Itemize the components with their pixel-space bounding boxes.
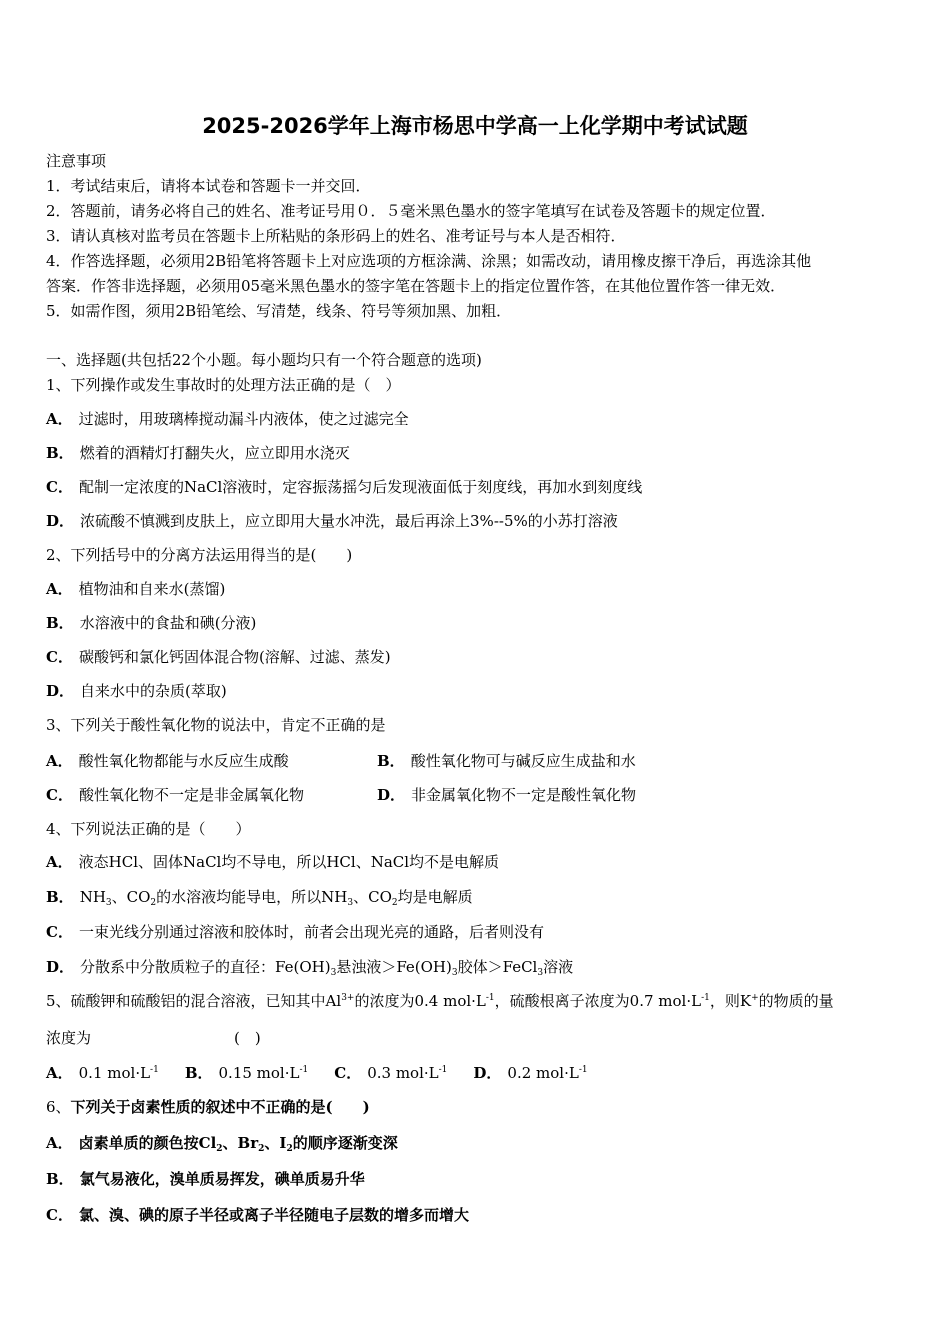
option-label: C． [46, 923, 73, 941]
question-3-option-d [377, 785, 636, 805]
option-label: D． [46, 682, 75, 700]
option-text [80, 958, 573, 976]
exam-title: 2025-2026学年上海市杨思中学高一上化学期中考试试题 [202, 114, 748, 138]
option-label: D． [46, 958, 75, 976]
text-part: 、I [264, 1134, 287, 1152]
question-2-stem: 2、下列括号中的分离方法运用得当的是( ) [46, 546, 353, 564]
text-part: 、CO [353, 888, 392, 906]
question-1-option-a [46, 409, 409, 429]
notice-item-1: 1．考试结束后，请将本试卷和答题卡一并交回． [46, 177, 371, 195]
option-text: 浓硫酸不慎溅到皮肤上，应立即用大量水冲洗，最后再涂上3%--5%的小苏打溶液 [80, 512, 618, 530]
text-part: 的浓度为0.4 mol·L [354, 992, 486, 1010]
option-text: 自来水中的杂质(萃取) [80, 682, 227, 700]
option-text: 酸性氧化物可与碱反应生成盐和水 [410, 752, 636, 770]
option-label: B． [377, 752, 405, 770]
question-2-option-d [46, 681, 227, 701]
question-2-option-c [46, 647, 391, 667]
question-3-option-a [46, 751, 289, 771]
option-text: 水溶液中的食盐和碘(分液) [79, 614, 257, 632]
subscript: 3 [537, 968, 544, 978]
notice-item-2: 2．答题前，请务必将自己的姓名、准考证号用０．５毫米黑色墨水的签字笔填写在试卷及答题卡的规定位置． [46, 202, 776, 220]
superscript: -1 [299, 1065, 309, 1075]
superscript: -1 [150, 1065, 159, 1075]
option-label: B． [46, 1170, 74, 1188]
subscript: 2 [216, 1144, 223, 1154]
option-text: 酸性氧化物都能与水反应生成酸 [78, 752, 289, 770]
question-4-option-d [46, 957, 573, 977]
option-label: A． [46, 1134, 73, 1152]
superscript: -1 [438, 1065, 448, 1075]
text-part: 的顺序逐渐变深 [292, 1134, 398, 1152]
text-part: 卤素单质的颜色按Cl [78, 1134, 217, 1152]
option-text [79, 1134, 398, 1152]
option-label: A． [46, 1064, 73, 1082]
option-label: B． [184, 1064, 213, 1082]
notice-item-4-cont: 答案．作答非选择题，必须用05毫米黑色墨水的签字笔在答题卡上的指定位置作答，在其他位置作答一律无效． [46, 277, 786, 295]
question-4-option-c [46, 922, 544, 942]
question-text: 下列关于卤素性质的叙述中不正确的是( ) [70, 1098, 370, 1116]
option-text: 氯、溴、碘的原子半径或离子半径随电子层数的增多而增大 [78, 1206, 469, 1224]
question-5-options [46, 1063, 588, 1083]
question-1-option-d [46, 511, 618, 531]
option-text: 0.1 mol·L [78, 1064, 151, 1082]
option-label: A． [46, 853, 73, 871]
question-4-stem: 4、下列说法正确的是（ ） [46, 820, 251, 838]
option-text: 酸性氧化物不一定是非金属氧化物 [78, 786, 304, 804]
option-label: A． [46, 752, 73, 770]
text-part: 溶液 [543, 958, 574, 976]
subscript: 2 [391, 898, 398, 908]
superscript: + [751, 993, 759, 1003]
text-part: 、Br [222, 1134, 259, 1152]
option-label: C． [46, 478, 73, 496]
answer-paren: ( ) [234, 1029, 261, 1047]
option-text: 非金属氧化物不一定是酸性氧化物 [411, 786, 637, 804]
question-2-option-b [46, 613, 256, 633]
option-text: 碳酸钙和氯化钙固体混合物(溶解、过滤、蒸发) [78, 648, 391, 666]
subscript: 3 [330, 968, 337, 978]
subscript: 2 [258, 1144, 265, 1154]
notice-item-3: 3．请认真核对监考员在答题卡上所粘贴的条形码上的姓名、准考证号与本人是否相符． [46, 227, 626, 245]
option-text: 0.3 mol·L [367, 1064, 439, 1082]
question-6-stem [46, 1097, 370, 1117]
text-part: ，硫酸根离子浓度为0.7 mol·L [494, 992, 702, 1010]
text-part: 的物质的量 [758, 992, 834, 1010]
question-6-option-c [46, 1205, 469, 1225]
question-number: 6、 [46, 1098, 71, 1116]
section-heading: 一、选择题(共包括22个小题。每小题均只有一个符合题意的选项) [46, 351, 482, 369]
option-text: 0.2 mol·L [507, 1064, 579, 1082]
subscript: 3 [347, 898, 354, 908]
question-1-option-c [46, 477, 642, 497]
text-part: 胶体＞FeCl [457, 958, 538, 976]
subscript: 3 [105, 898, 112, 908]
option-label: B． [46, 888, 74, 906]
text-part: ，则K [709, 992, 752, 1010]
option-label: D． [46, 512, 75, 530]
notice-item-5: 5．如需作图，须用2B铅笔绘、写清楚，线条、符号等须加黑、加粗． [46, 302, 512, 320]
question-1-option-b [46, 443, 350, 463]
question-4-option-b [46, 887, 473, 907]
superscript: 3+ [341, 993, 355, 1003]
question-1-stem: 1、下列操作或发生事故时的处理方法正确的是（ ） [46, 376, 401, 394]
question-6-option-a [46, 1133, 398, 1153]
question-2-option-a [46, 579, 225, 599]
superscript: -1 [701, 993, 710, 1003]
option-label: C． [46, 648, 73, 666]
question-3-option-b [377, 751, 636, 771]
option-label: D． [473, 1064, 502, 1082]
question-3-option-c [46, 785, 304, 805]
option-text: 燃着的酒精灯打翻失火，应立即用水浇灭 [79, 444, 350, 462]
option-label: C． [334, 1064, 362, 1082]
option-label: A． [46, 410, 73, 428]
option-text: 氯气易液化，溴单质易挥发，碘单质易升华 [79, 1170, 365, 1188]
question-5-stem [46, 991, 834, 1011]
option-label: B． [46, 614, 74, 632]
option-text: 过滤时，用玻璃棒搅动漏斗内液体，使之过滤完全 [78, 410, 409, 428]
option-label: C． [46, 786, 73, 804]
question-6-option-b [46, 1169, 365, 1189]
option-text: 配制一定浓度的NaCl溶液时，定容振荡摇匀后发现液面低于刻度线，再加水到刻度线 [78, 478, 643, 496]
question-4-option-a [46, 852, 499, 872]
option-text [80, 888, 473, 906]
text-part: 分散系中分散质粒子的直径：Fe(OH) [80, 958, 331, 976]
notice-heading: 注意事项 [46, 152, 107, 170]
text-part: 悬浊液＞Fe(OH) [336, 958, 452, 976]
option-text: 0.15 mol·L [218, 1064, 300, 1082]
option-text: 一束光线分别通过溶液和胶体时，前者会出现光亮的通路，后者则没有 [78, 923, 544, 941]
text-part: NH [79, 888, 106, 906]
notice-item-4: 4．作答选择题，必须用2B铅笔将答题卡上对应选项的方框涂满、涂黑；如需改动，请用橡皮擦干净后，再选涂其他 [46, 252, 812, 270]
superscript: -1 [578, 1065, 588, 1075]
option-text: 植物油和自来水(蒸馏) [78, 580, 226, 598]
question-5-stem-cont: 浓度为 [46, 1029, 92, 1047]
subscript: 2 [286, 1144, 293, 1154]
text-part: 均是电解质 [397, 888, 473, 906]
option-label: A． [46, 580, 73, 598]
option-label: D． [377, 786, 406, 804]
text-part: 的水溶液均能导电，所以NH [156, 888, 348, 906]
text-part: 5、硫酸钾和硫酸铝的混合溶液，已知其中Al [46, 992, 342, 1010]
superscript: -1 [485, 993, 495, 1003]
subscript: 3 [451, 968, 458, 978]
option-label: B． [46, 444, 74, 462]
text-part: 、CO [111, 888, 151, 906]
option-label: C． [46, 1206, 73, 1224]
subscript: 2 [150, 898, 157, 908]
question-3-stem: 3、下列关于酸性氧化物的说法中，肯定不正确的是 [46, 716, 386, 734]
option-text: 液态HCl、固体NaCl均不导电，所以HCl、NaCl均不是电解质 [78, 853, 500, 871]
